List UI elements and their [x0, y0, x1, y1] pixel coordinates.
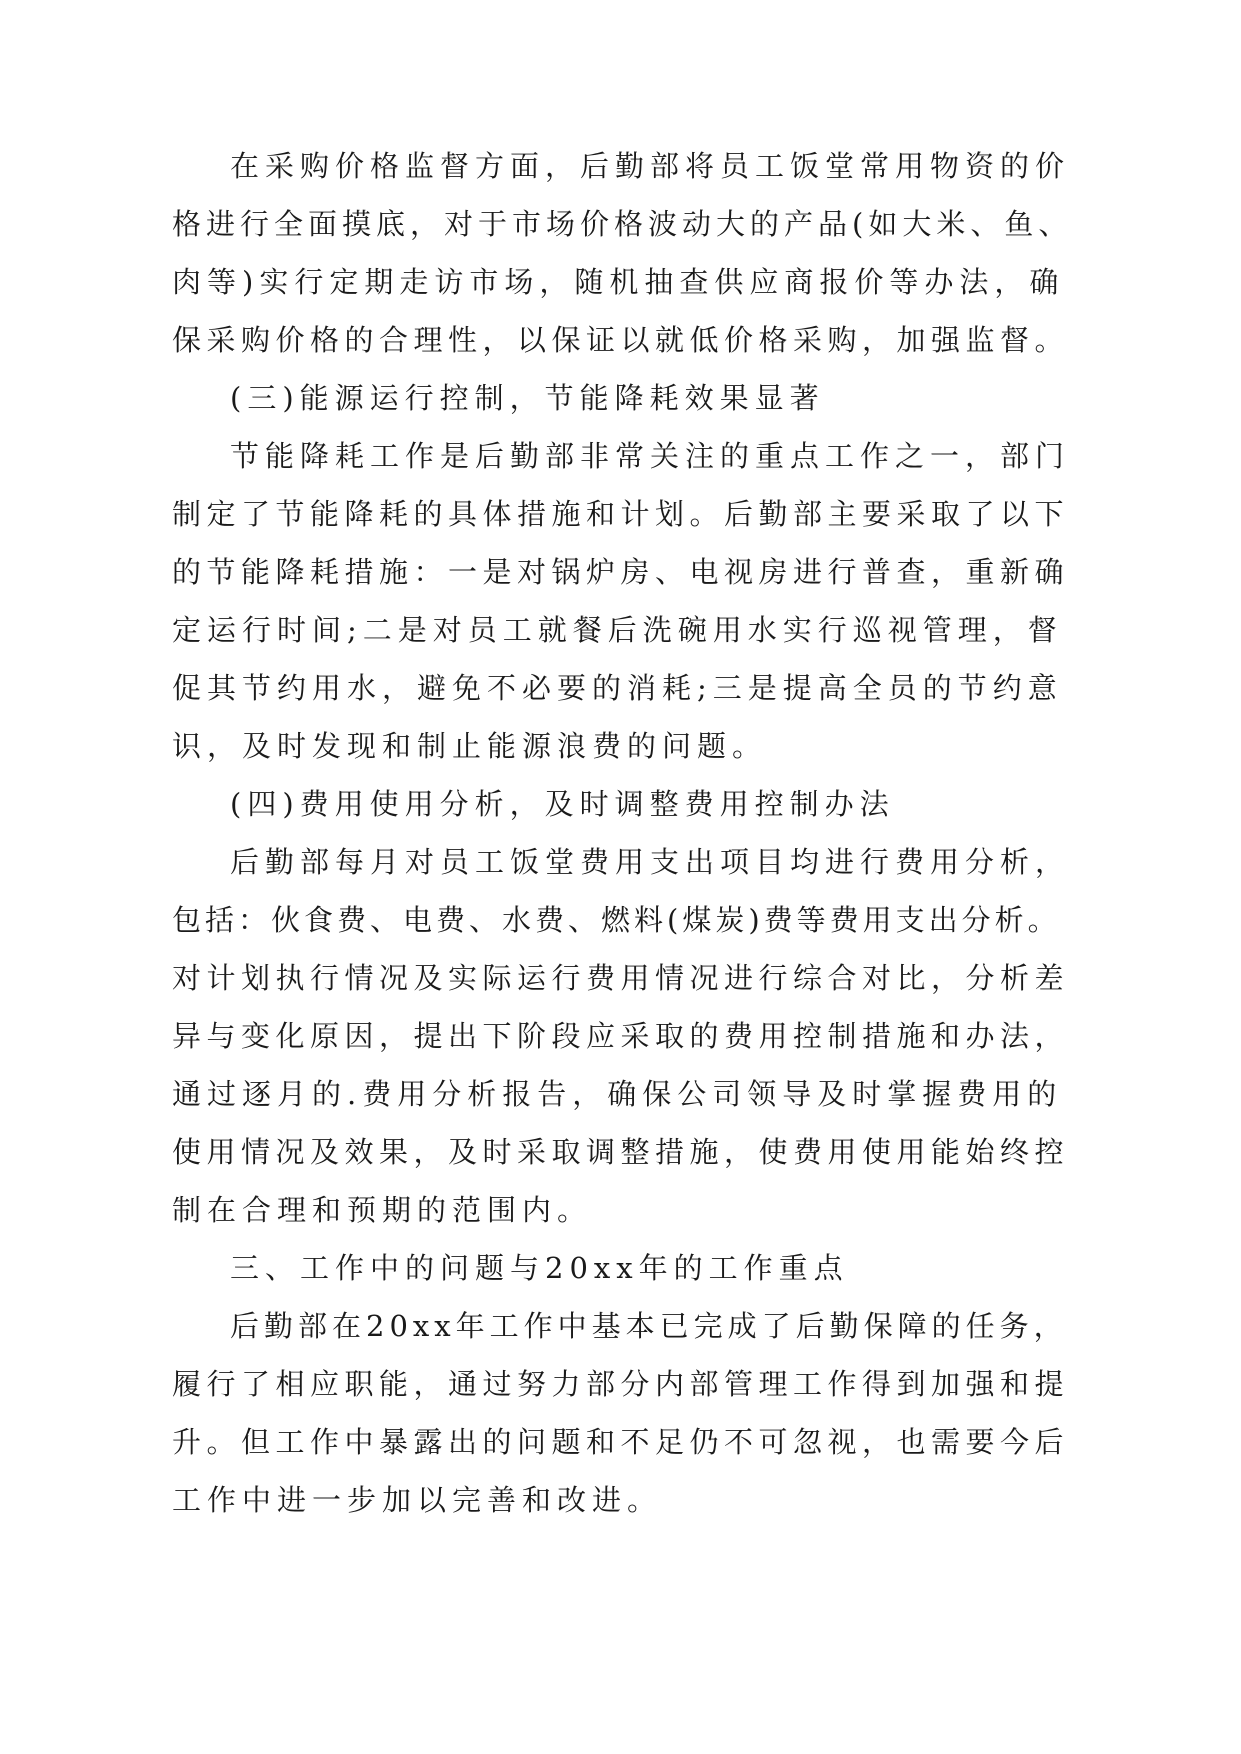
- paragraph-line: 识，及时发现和制止能源浪费的问题。: [172, 729, 768, 763]
- paragraph-line: 肉等)实行定期走访市场，随机抽查供应商报价等办法，确: [172, 265, 1065, 299]
- paragraph-line: 通过逐月的.费用分析报告，确保公司领导及时掌握费用的: [172, 1077, 1063, 1111]
- paragraph-line: 后勤部在20xx年工作中基本已完成了后勤保障的任务，: [230, 1309, 1068, 1343]
- paragraph-line: 后勤部每月对员工饭堂费用支出项目均进行费用分析，: [230, 845, 1071, 879]
- paragraph-line: 履行了相应职能，通过努力部分内部管理工作得到加强和提: [172, 1367, 1070, 1401]
- paragraph-line: 对计划执行情况及实际运行费用情况进行综合对比，分析差: [172, 961, 1070, 995]
- paragraph-line: 的节能降耗措施：一是对锅炉房、电视房进行普查，重新确: [172, 555, 1070, 589]
- paragraph-line: 促其节约用水，避免不必要的消耗;三是提高全员的节约意: [172, 671, 1063, 705]
- paragraph-line: 定运行时间;二是对员工就餐后洗碗用水实行巡视管理，督: [172, 613, 1063, 647]
- paragraph-line: 在采购价格监督方面，后勤部将员工饭堂常用物资的价: [230, 149, 1071, 183]
- paragraph-line: 包括：伙食费、电费、水费、燃料(煤炭)费等费用支出分析。: [172, 903, 1061, 937]
- section-heading: (四)费用使用分析，及时调整费用控制办法: [230, 787, 895, 821]
- paragraph-line: 制定了节能降耗的具体措施和计划。后勤部主要采取了以下: [172, 497, 1070, 531]
- paragraph-line: 工作中进一步加以完善和改进。: [172, 1483, 663, 1517]
- paragraph-line: 格进行全面摸底，对于市场价格波动大的产品(如大米、鱼、: [172, 207, 1073, 241]
- paragraph-line: 保采购价格的合理性，以保证以就低价格采购，加强监督。: [172, 323, 1070, 357]
- paragraph-line: 节能降耗工作是后勤部非常关注的重点工作之一，部门: [230, 439, 1071, 473]
- section-heading: (三)能源运行控制，节能降耗效果显著: [230, 381, 825, 415]
- paragraph-line: 制在合理和预期的范围内。: [172, 1193, 593, 1227]
- paragraph-line: 升。但工作中暴露出的问题和不足仍不可忽视，也需要今后: [172, 1425, 1070, 1459]
- paragraph-line: 使用情况及效果，及时采取调整措施，使费用使用能始终控: [172, 1135, 1070, 1169]
- paragraph-line: 异与变化原因，提出下阶段应采取的费用控制措施和办法，: [172, 1019, 1070, 1053]
- section-heading: 三、工作中的问题与20xx年的工作重点: [230, 1251, 849, 1285]
